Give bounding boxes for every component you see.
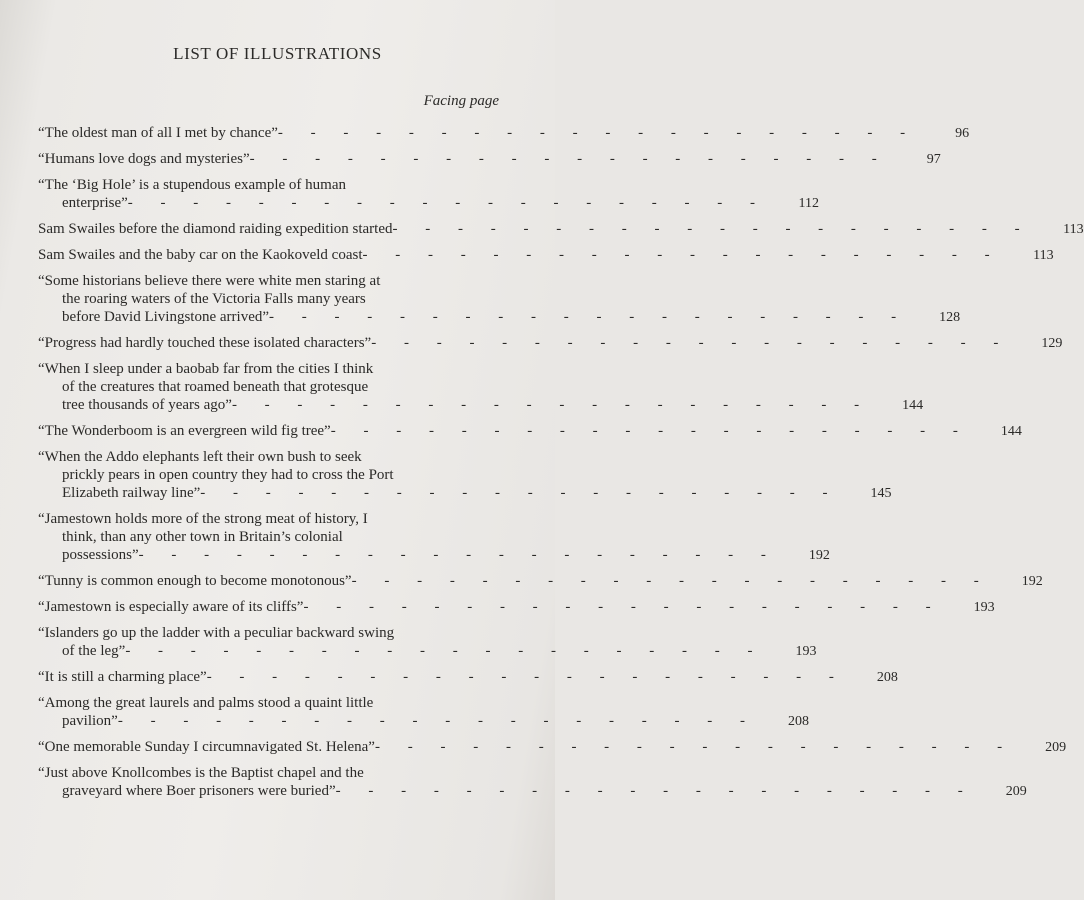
caption-line [38, 782, 1027, 801]
list-item [38, 764, 1027, 801]
list-item [38, 694, 809, 731]
caption-text: “One memorable Sunday I circumnavigated St. Helena” [38, 739, 375, 755]
caption-text: “It is still a charming place” [38, 669, 207, 685]
caption-text: before David Livingstone arrived” [62, 309, 270, 325]
caption-text: Sam Swailes and the baby car on the Kaokoveld coast [38, 247, 363, 263]
caption-line [38, 624, 502, 642]
caption-line [38, 738, 1067, 757]
caption-text: “When the Addo elephants left their own bush to seek [38, 449, 362, 465]
dot-leader: - - - - - - - - - - - - - - - - - - - - [303, 599, 943, 615]
dot-leader: - - - - - - - - - - - - - - - - - - - - [231, 397, 872, 413]
page-number: 209 [1045, 740, 1067, 755]
list-item [38, 624, 817, 661]
page-number: 192 [1021, 574, 1043, 589]
dot-leader: - - - - - - - - - - - - - - - - - - - - [392, 221, 1032, 237]
caption-text: “Just above Knollcombes is the Baptist chapel and the [38, 765, 364, 781]
caption-text: “The Wonderboom is an evergreen wild fig tree” [38, 423, 331, 439]
caption-text: “Among the great laurels and palms stood a quaint little [38, 695, 374, 711]
list-item [38, 448, 892, 503]
dot-leader: - - - - - - - - - - - - - - - - - - - - [269, 309, 909, 325]
list-item [38, 176, 819, 213]
caption-line [38, 422, 1022, 441]
caption-line [38, 308, 961, 327]
caption-text: “When I sleep under a baobab far from the cities I think [38, 361, 374, 377]
caption-text: “The ‘Big Hole’ is a stupendous example of human [38, 177, 346, 193]
list-item [38, 246, 1054, 265]
list-item [38, 150, 941, 169]
list-item [38, 572, 1043, 591]
caption-text: “Progress had hardly touched these isolated characters” [38, 335, 372, 351]
page-number: 193 [795, 644, 817, 659]
caption-text: enterprise” [62, 195, 128, 211]
caption-text: the roaring waters of the Victoria Falls many years [62, 291, 366, 307]
dot-leader: - - - - - - - - - - - - - - - - - - - - [351, 573, 991, 589]
list-item [38, 598, 995, 617]
caption-line [38, 246, 1054, 265]
page-number: 97 [926, 152, 941, 167]
dot-leader: - - - - - - - - - - - - - - - - - - - - [374, 739, 1015, 755]
caption-text: pavilion” [62, 713, 118, 729]
dot-leader: - - - - - - - - - - - - - - - - - - - - [117, 713, 757, 729]
caption-text: “Humans love dogs and mysteries” [38, 151, 250, 167]
caption-line [38, 642, 817, 661]
illustrations-list [38, 124, 1084, 808]
page-number: 96 [955, 126, 970, 141]
dot-leader: - - - - - - - - - - - - - - - - - - - - [200, 485, 840, 501]
caption-line [38, 484, 892, 503]
caption-line [38, 150, 941, 169]
caption-line [38, 272, 502, 290]
dot-leader: - - - - - - - - - - - - - - - - - - - - [330, 423, 970, 439]
dot-leader: - - - - - - - - - - - - - - - - - - - - [277, 125, 918, 141]
page-number: 113 [1063, 222, 1084, 237]
caption-line [38, 572, 1043, 591]
caption-text: “Tunny is common enough to become monotonous” [38, 573, 352, 589]
dot-leader: - - - - - - - - - - - - - - - - - - - - [138, 547, 778, 563]
page-number: 144 [1000, 424, 1022, 439]
dot-leader: - - - - - - - - - - - - - - - - - - - - [249, 151, 889, 167]
list-item [38, 124, 970, 143]
list-item [38, 334, 1063, 353]
caption-text: Elizabeth railway line” [62, 485, 201, 501]
page-number: 209 [1005, 784, 1027, 799]
dot-leader: - - - - - - - - - - - - - - - - - - - - [206, 669, 846, 685]
caption-text: of the creatures that roamed beneath that grotesque [62, 379, 369, 395]
caption-line [38, 220, 1084, 239]
page-number: 129 [1041, 336, 1063, 351]
caption-text: “Islanders go up the ladder with a peculiar backward swing [38, 625, 395, 641]
caption-text: “Jamestown is especially aware of its cliffs” [38, 599, 304, 615]
page-number: 208 [876, 670, 898, 685]
caption-line [38, 378, 502, 396]
caption-line [38, 546, 830, 565]
page-number: 145 [870, 486, 892, 501]
caption-line [38, 360, 502, 378]
caption-line [38, 668, 898, 687]
page-number: 112 [798, 196, 819, 211]
caption-line [38, 334, 1063, 353]
caption-line [38, 764, 502, 782]
caption-text: think, than any other town in Britain’s colonial [62, 529, 343, 545]
caption-line [38, 176, 502, 194]
dot-leader: - - - - - - - - - - - - - - - - - - - - [371, 335, 1011, 351]
page-number: 144 [902, 398, 924, 413]
dot-leader: - - - - - - - - - - - - - - - - - - - - [362, 247, 1002, 263]
list-item [38, 272, 961, 327]
dot-leader: - - - - - - - - - - - - - - - - - - - - [335, 783, 975, 799]
list-item [38, 220, 1084, 239]
caption-text: possessions” [62, 547, 139, 563]
page-number: 192 [808, 548, 830, 563]
caption-line [38, 510, 502, 528]
caption-text: prickly pears in open country they had to cross the Port [62, 467, 394, 483]
caption-line [38, 466, 502, 484]
caption-line [38, 290, 502, 308]
list-item [38, 422, 1022, 441]
facing-page-label: Facing page [423, 93, 499, 109]
caption-line [38, 194, 819, 213]
dot-leader: - - - - - - - - - - - - - - - - - - - - [127, 195, 767, 211]
caption-text: “The oldest man of all I met by chance” [38, 125, 278, 141]
caption-text: graveyard where Boer prisoners were buried” [62, 783, 336, 799]
caption-text: of the leg” [62, 643, 126, 659]
list-item [38, 360, 924, 415]
caption-line [38, 598, 995, 617]
list-item [38, 668, 898, 687]
caption-text: Sam Swailes before the diamond raiding expedition started [38, 221, 393, 237]
caption-line [38, 694, 502, 712]
caption-line [38, 528, 502, 546]
caption-line [38, 396, 924, 415]
list-item [38, 510, 830, 565]
caption-text: “Jamestown holds more of the strong meat of history, I [38, 511, 368, 527]
caption-text: tree thousands of years ago” [62, 397, 232, 413]
page-number: 128 [939, 310, 961, 325]
list-item [38, 738, 1067, 757]
caption-line [38, 712, 809, 731]
caption-text: “Some historians believe there were white men staring at [38, 273, 381, 289]
dot-leader: - - - - - - - - - - - - - - - - - - - - [125, 643, 765, 659]
page-number: 193 [973, 600, 995, 615]
page-number: 113 [1033, 248, 1054, 263]
caption-line [38, 124, 970, 143]
caption-line [38, 448, 502, 466]
page-number: 208 [787, 714, 809, 729]
page-title: LIST OF ILLUSTRATIONS [173, 44, 382, 63]
